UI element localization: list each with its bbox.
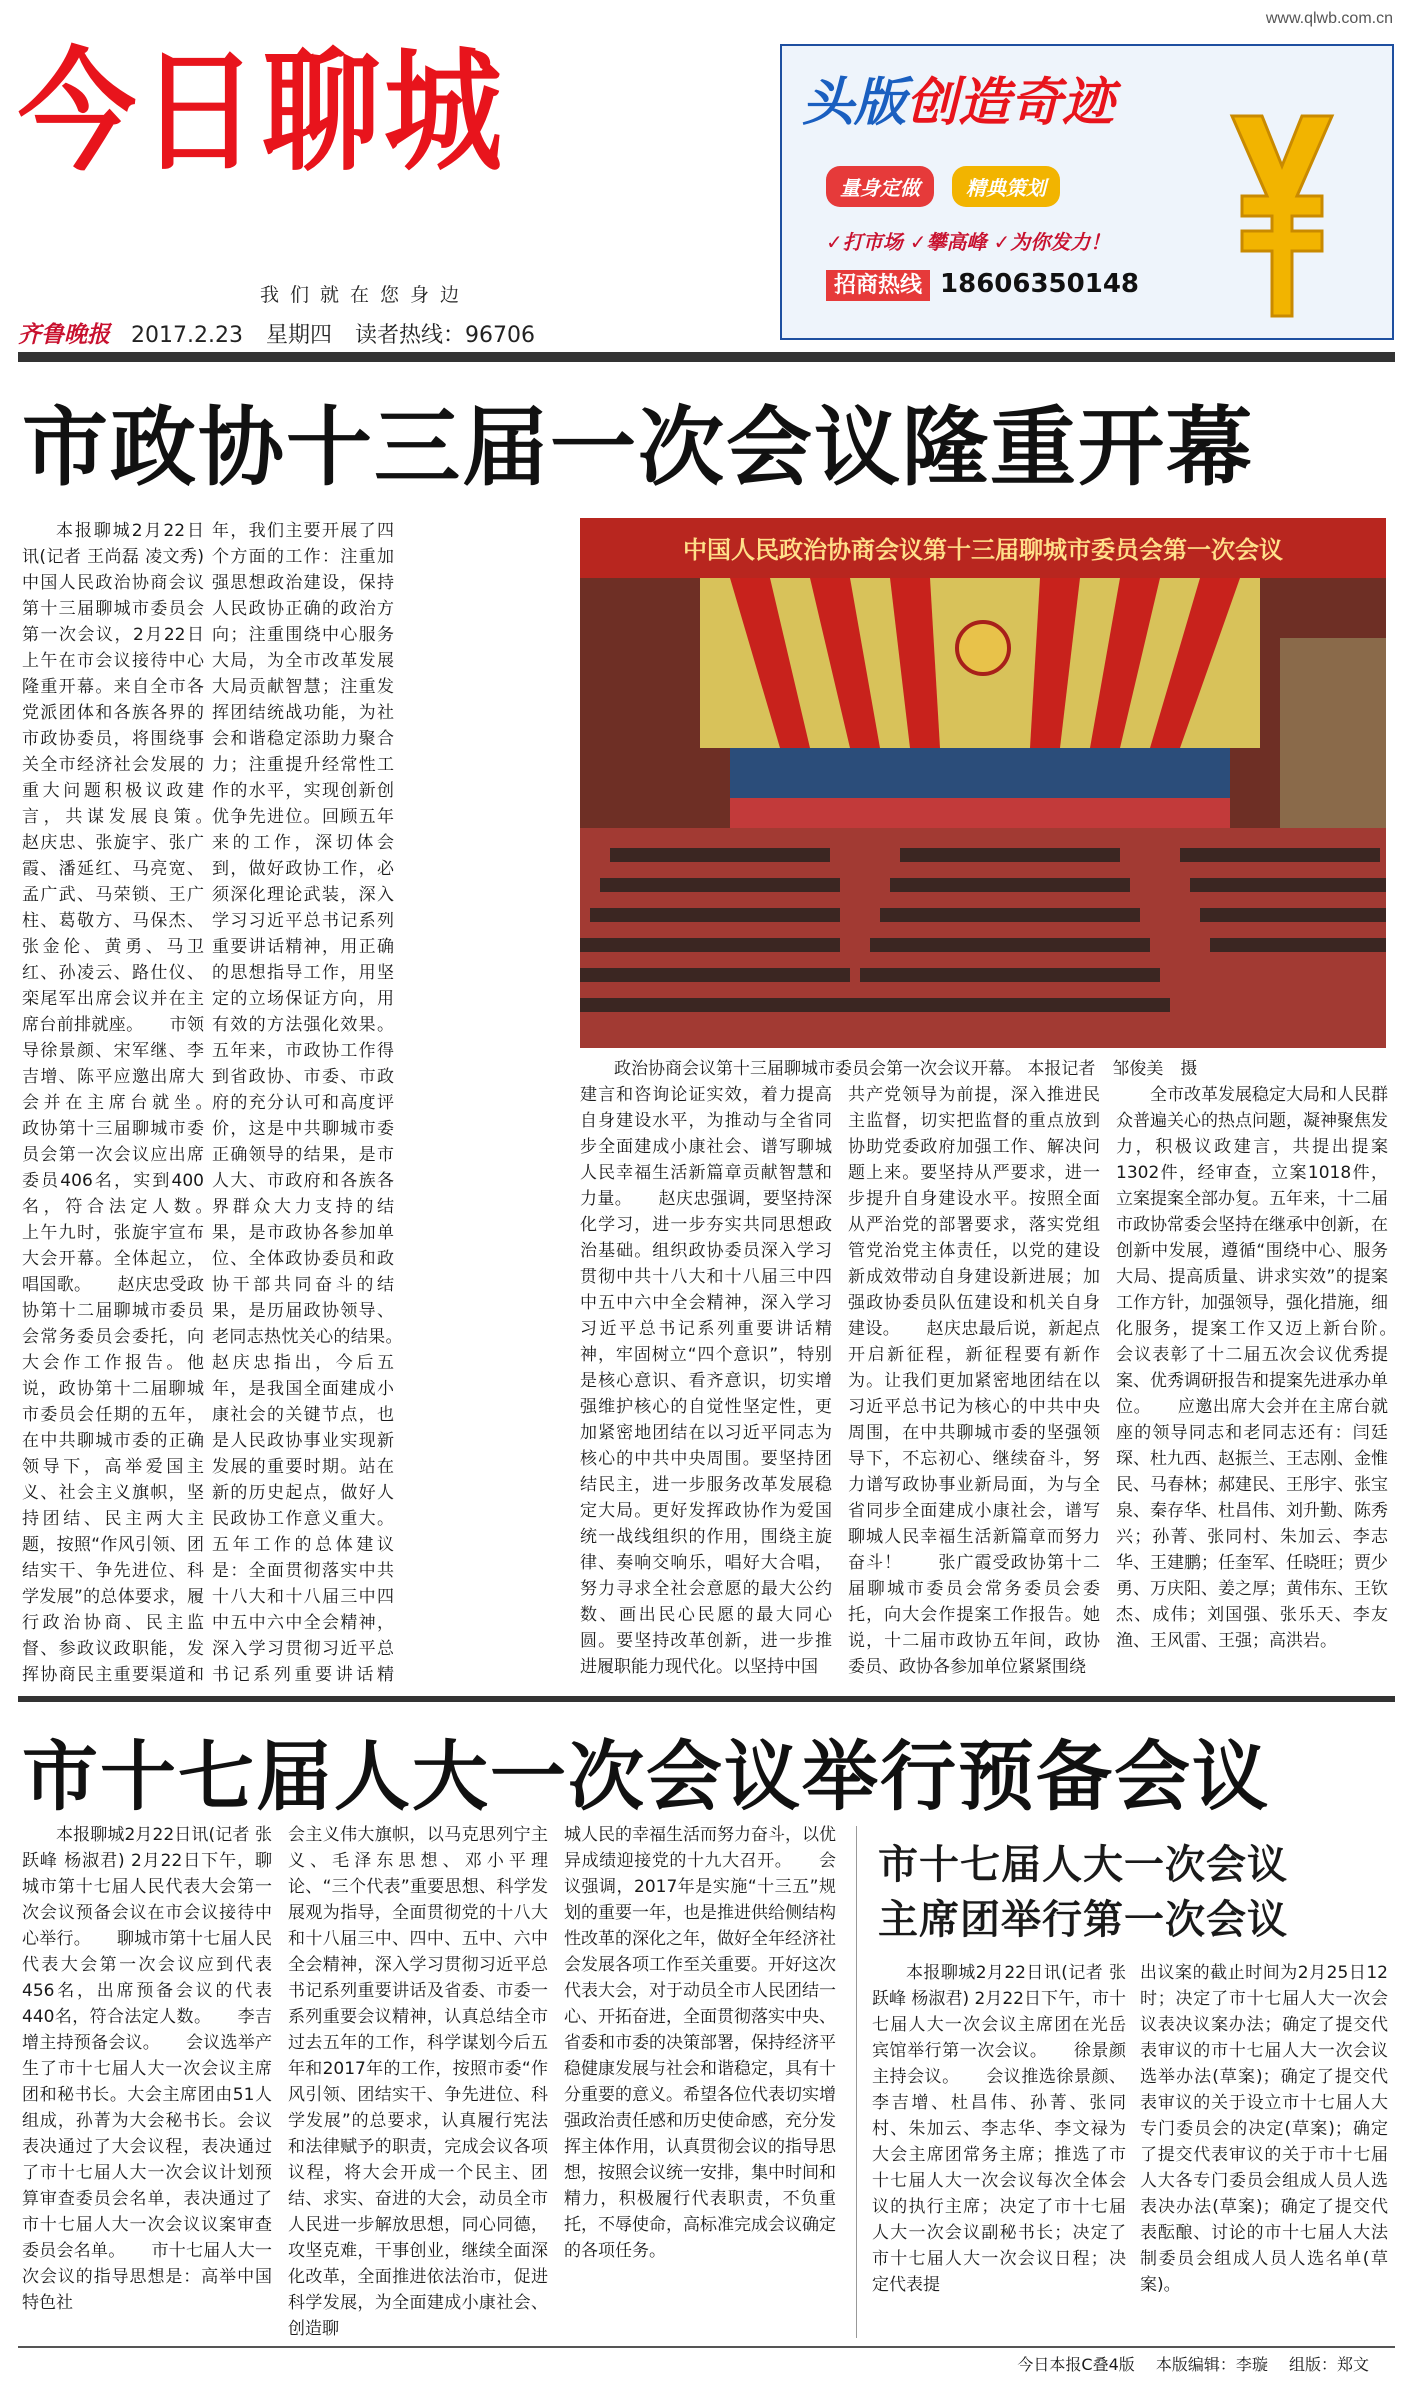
section-divider [18,1696,1395,1702]
yen-sign-icon [1222,106,1342,326]
article-column: 本报聊城2月22日讯(记者 张跃峰 杨淑君) 2月22日下午，市十七届人大一次会议主席团在光岳宾馆举行第一次会议。 徐景颜主持会议。 会议推选徐景颜、李吉增、杜昌伟、孙菁、张同村、朱加云、李志华、李文禄为大会主席团常务主席；推选了市十七届人大一次会议每次全体会议的执行主席；决定了市十七届人大一次会议副秘书长；决定了市十七届人大一次会议日程；决定代表提 [872,1963,1126,2295]
ad-title: 头版创造奇迹 [802,73,1115,133]
ad-tags [826,166,1060,207]
article-headline [878,1838,1288,1948]
article-column: 本报聊城2月22日讯(记者 张跃峰 杨淑君) 2月22日下午，聊城市第十七届人民代表大会第一次会议预备会议在市会议接待中心举行。 聊城市第十七届人民代表大会第一次会议应到代表456名，出席预备会议的代表440名，符合法定人数。 李吉增主持预备会议。 会议选举产生了市十七届人大一次会议主席团和秘书长。大会主席团由51人组成，孙菁为大会秘书长。会议表决通过了大会议程，表决通过了市十七届人大一次会议计划预算审查委员会名单，表决通过了市十七届人大一次会议议案审查委员会名单。 市十七届人大一次会议的指导思想是：高举中国特色社 [22,1825,272,2313]
dateline [18,316,551,349]
article-column: 本报聊城2月22日讯(记者 王尚磊 凌文秀) 中国人民政治协商会议第十三届聊城市委员会第一次会议，2月22日上午在市会议接待中心隆重开幕。来自全市各党派团体和各族各界的市政协委员，将围绕事关全市经济社会发展的重大问题积极议政建言，共谋发展良策。 赵庆忠、张旋宇、张广霞、潘延红、马亮宽、孟广武、马荣锁、王广柱、葛敬方、马保杰、张金伦、黄勇、马卫红、孙凌云、路仕仪、栾尾军出席会议并在主席台前排就座。 市领导徐景颜、宋军继、李吉增、陈平应邀出席大会并在主席台就坐。 政协第十三届聊城市委员会第一次会议应出席委员406名，实到400名，符合法定人数。 上午九时，张旋宇宣布大会开幕。全体起立，唱国歌。 赵庆忠受政协第十二届聊城市委员会常务委员会委托，向大会作工作报告。他说，政协第十二届聊城市委员会任期的五年，在中共聊城市委的正确领导下，高举爱国主义、社会主义旗帜，坚持团结、民主两大主题，按照“作风引领、团结实干、争先进位、科学发展”的总体要求，履行政治协商、民主监督、参政议政职能，发挥协商民主重要渠道和 [22,521,204,1684]
ad-hotline-label: 招商热线 [826,270,930,301]
top-divider [18,352,1395,362]
headline-line: 市十七届人大一次会议 [878,1842,1288,1888]
slogan: 我们就在您身边 [260,284,471,306]
masthead [18,34,773,348]
editor-credit: 本版编辑：李璇 [1155,2355,1268,2374]
article-column: 全市改革发展稳定大局和人民群众普遍关心的热点问题，凝神聚焦发力，积极议政建言，共提出提案1302件，经审查，立案1018件，立案提案全部办复。五年来，十二届市政协常委会坚持在继承中创新，在创新中发展，遵循“围绕中心、服务大局、提高质量、讲求实效”的提案工作方针，加强领导，强化措施，细化服务，提案工作又迈上新台阶。 会议表彰了十二届五次会议优秀提案、优秀调研报告和提案先进承办单位。 应邀出席大会并在主席台就座的领导同志和老同志还有：闫廷琛、杜九西、赵振兰、王志刚、金惟民、马春林；郝建民、王彤宇、张宝泉、秦存华、杜昌伟、刘升勤、陈秀兴；孙菁、张同村、朱加云、李志华、王建鹏；任奎军、任晓旺；贾少勇、万庆阳、姜之厚；黄伟东、王钦杰、成伟；刘国强、张乐天、李友渔、王风雷、王强；高洪岩。 [1116,1085,1388,1651]
layout-credit: 组版：郑文 [1288,2355,1369,2374]
ad-hotline [826,268,1139,299]
weekday: 星期四 [265,323,332,348]
footer-rule [18,2346,1395,2348]
column-rule [856,1826,857,2338]
ad-tag: 量身定做 [826,166,934,207]
article-column: 出议案的截止时间为2月25日12时；决定了市十七届人大一次会议表决议案办法；确定了提交代表审议的市十七届人大一次会议选举办法(草案)；确定了提交代表审议的关于设立市十七届人大专门委员会的决定(草案)；确定了提交代表审议的关于市十七届人大各专门委员会组成人员人选表决办法(草案)；确定了提交代表酝酿、讨论的市十七届人大法制委员会组成人员人选名单(草案)。 [1140,1963,1388,2295]
article-column: 建言和咨询论证实效，着力提高自身建设水平，为推动与全省同步全面建成小康社会、谱写聊城人民幸福生活新篇章贡献智慧和力量。 赵庆忠强调，要坚持深化学习，进一步夯实共同思想政治基础。组织政协委员深入学习贯彻中共十八大和十八届三中四中五中六中全会精神，深入学习习近平总书记系列重要讲话精神，牢固树立“四个意识”，特别是核心意识、看齐意识，切实增强维护核心的自觉性坚定性，更加紧密地团结在以习近平同志为核心的中共中央周围。要坚持团结民主，进一步服务改革发展稳定大局。更好发挥政协作为爱国统一战线组织的作用，围绕主旋律、奏响交响乐，唱好大合唱，努力寻求全社会意愿的最大公约数、画出民心民愿的最大同心圆。要坚持改革创新，进一步推进履职能力现代化。以坚持中国 [580,1085,832,1677]
ad-hotline-number: 18606350148 [940,269,1140,299]
page-number: 今日本报C叠4版 [1017,2355,1135,2374]
ad-tag: 精典策划 [952,166,1060,207]
paper-name: 齐鲁晚报 [18,321,110,348]
photo-caption: 政治协商会议第十三届聊城市委员会第一次会议开幕。 本报记者 邹俊美 摄 [614,1059,1198,1079]
article-column: 共产党领导为前提，深入推进民主监督，切实把监督的重点放到协助党委政府加强工作、解决问题上来。要坚持从严要求，进一步提升自身建设水平。按照全面从严治党的部署要求，落实党组管党治党主体责任，以党的建设新成效带动自身建设新进展；加强政协委员队伍建设和机关自身建设。 赵庆忠最后说，新起点开启新征程，新征程要有新作为。让我们更加紧密地团结在以习近平总书记为核心的中共中央周围，在中共聊城市委的坚强领导下，不忘初心、继续奋斗，努力谱写政协事业新局面，为与全省同步全面建成小康社会，谱写聊城人民幸福生活新篇章而努力奋斗！ 张广霞受政协第十二届聊城市委员会常务委员会委托，向大会作提案工作报告。她说，十二届市政协五年间，政协委员、政协各参加单位紧紧围绕 [848,1085,1100,1677]
ad-slogan-line: ✓打市场 ✓攀高峰 ✓为你发力！ [826,230,1111,254]
issue-date: 2017.2.23 [131,323,243,348]
photo-banner: 中国人民政治协商会议第十三届聊城市委员会第一次会议 [683,536,1283,564]
logo: 今日聊城 [18,34,507,189]
page-footer [1001,2352,1369,2375]
article-headline: 市政协十三届一次会议隆重开幕 [22,398,1254,498]
headline-line: 主席团举行第一次会议 [878,1897,1288,1944]
article-column: 年，我们主要开展了四个方面的工作：注重加强思想政治建设，保持人民政协正确的政治方向；注重围绕中心服务大局，为全市改革发展大局贡献智慧；注重发挥团结统战功能，为社会和谐稳定添助力聚合力；注重提升经常性工作的水平，实现创新创优争先进位。回顾五年来的工作，深切体会到，做好政协工作，必须深化理论武装，深入学习习近平总书记系列重要讲话精神，用正确的思想指导工作，用坚定的立场保证方向，用有效的方法强化效果。五年来，市政协工作得到省政协、市委、市政府的充分认可和高度评价，这是中共聊城市委正确领导的结果，是市人大、市政府和各族各界群众大力支持的结果，是市政协各参加单位、全体政协委员和政协干部共同奋斗的结果，是历届政协领导、老同志热忱关心的结果。 赵庆忠指出，今后五年，是我国全面建成小康社会的关键节点，也是人民政协事业实现新发展的重要时期。站在新的历史起点，做好人民政协工作意义重大。五年工作的总体建议是：全面贯彻落实中共十八大和十八届三中四中五中六中全会精神，深入学习贯彻习近平总书记系列重要讲话精 [212,521,394,1684]
advertisement[interactable] [780,44,1394,340]
article-column: 会主义伟大旗帜，以马克思列宁主义、毛泽东思想、邓小平理论、“三个代表”重要思想、科学发展观为指导，全面贯彻党的十八大和十八届三中、四中、五中、六中全会精神，深入学习贯彻习近平总书记系列重要讲话及省委、市委一系列重要会议精神，认真总结全市过去五年的工作，科学谋划今后五年和2017年的工作，按照市委“作风引领、团结实干、争先进位、科学发展”的总要求，认真履行宪法和法律赋予的职责，完成会议各项议程，将大会开成一个民主、团结、求实、奋进的大会，动员全市人民进一步解放思想，同心同德，攻坚克难，干事创业，继续全面深化改革，全面推进依法治市，促进科学发展，为全面建成小康社会、创造聊 [288,1825,548,2339]
article-headline: 市十七届人大一次会议举行预备会议 [22,1732,1270,1821]
reader-hotline: 读者热线：96706 [354,323,535,348]
article-column: 城人民的幸福生活而努力奋斗，以优异成绩迎接党的十九大召开。 会议强调，2017年是实施“十三五”规划的重要一年，也是推进供给侧结构性改革的深化之年，做好全年经济社会发展各项工作至关重要。开好这次代表大会，对于动员全市人民团结一心、开拓奋进，全面贯彻落实中央、省委和市委的决策部署，保持经济平稳健康发展与社会和谐稳定，具有十分重要的意义。希望各位代表切实增强政治责任感和历史使命感，充分发挥主体作用，认真贯彻会议的指导思想，按照会议统一安排，集中时间和精力，积极履行代表职责，不负重托，不辱使命，高标准完成会议确定的各项任务。 [564,1825,836,2261]
conference-photo[interactable] [580,518,1386,1048]
site-url[interactable]: www.qlwb.com.cn [1265,10,1393,27]
